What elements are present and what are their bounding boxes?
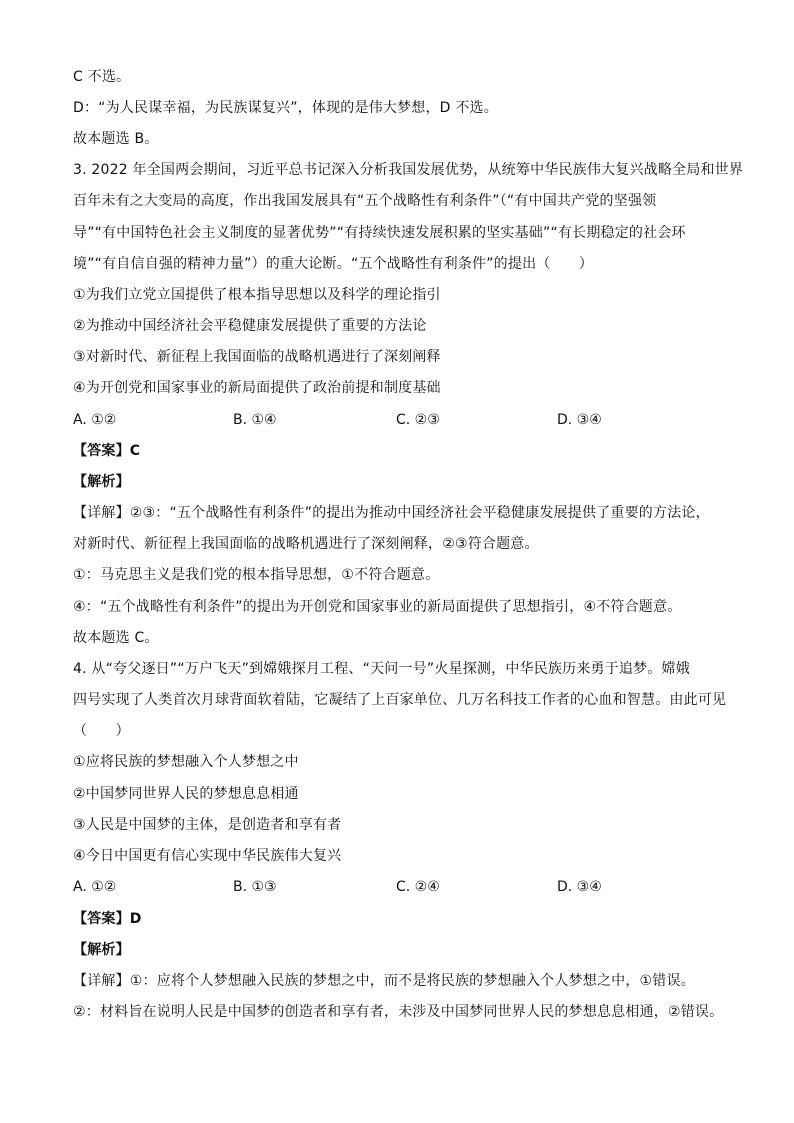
analysis-label: 【解析】 [73,474,130,490]
question-stem: 境”“有自信自强的精神力量”）的重大论断。“五个战略性有利条件”的提出（ ） [73,256,594,272]
conclusion-text: 故本题选 C。 [73,630,159,646]
question-stem: 3. 2022 年全国两会期间，习近平总书记深入分析我国发展优势，从统筹中华民族伟大复兴战略全局和世界 [73,162,744,178]
statement-item: ①为我们立党立国提供了根本指导思想以及科学的理论指引 [73,287,441,303]
detail-text: ①：马克思主义是我们党的根本指导思想，①不符合题意。 [73,567,440,583]
option-b: B. ①③ [233,879,277,895]
statement-item: ①应将民族的梦想融入个人梦想之中 [73,754,299,770]
question-stem: 导”“有中国特色社会主义制度的显著优势”“有持续快速发展积累的坚实基础”“有长期稳定的社会环 [73,225,686,241]
statement-item: ②中国梦同世界人民的梦想息息相通 [73,786,299,802]
statement-item: ③对新时代、新征程上我国面临的战略机遇进行了深刻阐释 [73,349,441,365]
text-line: D：“为人民谋幸福，为民族谋复兴”，体现的是伟大梦想，D 不选。 [73,100,498,116]
detail-text: ④：“五个战略性有利条件”的提出为开创党和国家事业的新局面提供了思想指引，④不符合题意。 [73,599,682,615]
statement-item: ④今日中国更有信心实现中华民族伟大复兴 [73,848,342,864]
analysis-label: 【解析】 [73,942,130,958]
option-a: A. ①② [73,879,117,895]
answer-label: 【答案】C [73,443,141,459]
question-stem: 4. 从“夸父逐日”“万户飞天”到嫦娥探月工程、“天问一号”火星探测，中华民族历来勇于追梦。嫦娥 [73,661,690,677]
answer-label: 【答案】D [73,911,142,927]
detail-text: 【详解】②③：“五个战略性有利条件”的提出为推动中国经济社会平稳健康发展提供了重要的方法论， [73,505,710,521]
option-b: B. ①④ [233,412,277,428]
detail-text: ②：材料旨在说明人民是中国梦的创造者和享有者，未涉及中国梦同世界人民的梦想息息相通，②错误。 [73,1004,724,1020]
option-a: A. ①② [73,412,117,428]
statement-item: ③人民是中国梦的主体，是创造者和享有者 [73,817,342,833]
detail-text: 【详解】①：应将个人梦想融入民族的梦想之中，而不是将民族的梦想融入个人梦想之中，①错误。 [73,973,695,989]
option-d: D. ③④ [557,879,602,895]
question-stem: 四号实现了人类首次月球背面软着陆，它凝结了上百家单位、几万名科技工作者的心血和智慧。由此可见 [73,692,727,708]
option-c: C. ②④ [396,879,440,895]
statement-item: ④为开创党和国家事业的新局面提供了政治前提和制度基础 [73,380,441,396]
option-d: D. ③④ [557,412,602,428]
answer-options [73,411,713,429]
question-stem: 百年未有之大变局的高度，作出我国发展具有“五个战略性有利条件”（“有中国共产党的坚强领 [73,193,657,209]
statement-item: ②为推动中国经济社会平稳健康发展提供了重要的方法论 [73,318,427,334]
detail-text: 对新时代、新征程上我国面临的战略机遇进行了深刻阐释，②③符合题意。 [73,536,539,552]
text-line: C 不选。 [73,69,131,85]
question-stem: （ ） [73,723,130,739]
text-line: 故本题选 B。 [73,131,159,147]
answer-options [73,878,713,896]
option-c: C. ②③ [396,412,440,428]
